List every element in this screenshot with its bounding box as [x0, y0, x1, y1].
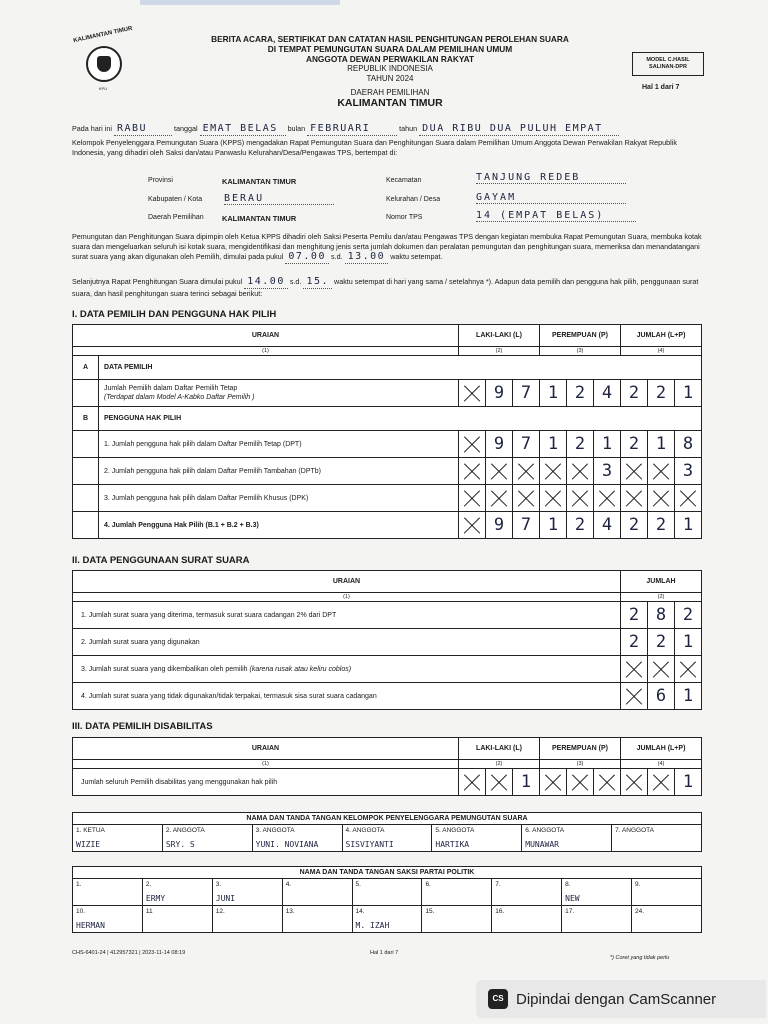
digit-cell: 1 [675, 629, 702, 656]
digit-cell: 2 [567, 380, 594, 407]
section-1-table [72, 324, 702, 539]
crossed-cell [648, 656, 675, 683]
procedure-part: Selanjutnya Rapat Penghitungan Suara dimulai pukul [72, 277, 243, 286]
digit-cell: 2 [648, 629, 675, 656]
table-row [73, 602, 702, 629]
col-laki: LAKI-LAKI (L) [459, 738, 540, 760]
digit-cell: 8 [648, 602, 675, 629]
crossed-cell [459, 458, 486, 485]
row-label: 3. Jumlah pengguna hak pilih dalam Daftar Pemilih Khusus (DPK) [99, 485, 459, 512]
signature-cell [422, 906, 492, 933]
signature-cell [632, 906, 702, 933]
crossed-cell [621, 656, 648, 683]
digit-cell: 9 [486, 512, 513, 539]
signature-name: YUNI. NOVIANA [255, 840, 319, 849]
procedure-part: Pemungutan dan Penghitungan Suara dipimpin oleh Ketua KPPS dihadiri oleh Saksi Peserta Pemilu dan/atau Pengawas TPS dengan kegiatan membuka Rapat Pemungutan Suara, membuka kotak suara dan mengeluarkan seluruh isi kotak suara, mengidentifikasi dan menghitung jenis serta jumlah dokumen dan peralatan pemungutan dan penghitungan suara, memeriksa dan menandatangani surat suara yang akan digunakan oleh Pemilih, dimulai pada pukul [72, 232, 702, 262]
group-title: PENGGUNA HAK PILIH [99, 407, 702, 431]
col-number: (1) [73, 760, 459, 769]
col-perempuan: PEREMPUAN (P) [540, 738, 621, 760]
table-row [73, 512, 702, 539]
signature-name: SRY. S [165, 840, 195, 849]
crossed-cell [675, 485, 702, 512]
signature-label: 3. ANGGOTA [255, 827, 295, 834]
intro-text: Kelompok Penyelenggara Pemungutan Suara (KPPS) mengadakan Rapat Pemungutan Suara dan Penghitungan Suara dalam Pemilihan Umum Anggota Dewan Perwakilan Rakyat Republik Indonesia, yang dihadiri oleh Saksi dan/atau Panwaslu Kelurahan/Desa/Pengawas TPS, bertempat di: [72, 138, 677, 157]
crossed-cell [621, 458, 648, 485]
col-number: (2) [459, 347, 540, 356]
digit-cell: 1 [675, 683, 702, 710]
row-label: 1. Jumlah pengguna hak pilih dalam Daftar Pemilih Tetap (DPT) [99, 431, 459, 458]
crossed-cell [648, 769, 675, 796]
crossed-cell [459, 512, 486, 539]
section-2-title: II. DATA PENGGUNAAN SURAT SUARA [72, 555, 250, 566]
kpps-signature-table [72, 812, 702, 852]
signature-name: SISVIYANTI [345, 840, 394, 849]
row-label-text: Jumlah Pemilih dalam Daftar Pemilih Tetap [104, 385, 238, 392]
crossed-cell [513, 458, 540, 485]
digit-cell: 9 [486, 431, 513, 458]
date-line [72, 123, 619, 136]
col-number: (4) [621, 760, 702, 769]
row-label: 2. Jumlah pengguna hak pilih dalam Daftar Pemilih Tambahan (DPTb) [99, 458, 459, 485]
table-row [73, 683, 702, 710]
end-time: 13.00 [345, 251, 389, 264]
signature-cell [142, 879, 212, 906]
crossed-cell [540, 485, 567, 512]
tanggal-field: EMAT BELAS [200, 123, 286, 136]
col-number: (2) [459, 760, 540, 769]
digit-cell: 1 [540, 512, 567, 539]
signature-cell [342, 825, 432, 852]
procedure-part: s.d. [330, 252, 343, 262]
digit-cell: 2 [567, 512, 594, 539]
page-indicator: Hal 1 dari 7 [642, 84, 680, 91]
kab-label: Kabupaten / Kota [148, 196, 203, 203]
digit-cell: 1 [540, 380, 567, 407]
col-uraian: URAIAN [73, 571, 621, 593]
digit-cell: 7 [513, 512, 540, 539]
row-label: 2. Jumlah surat suara yang digunakan [73, 629, 621, 656]
saksi-title: NAMA DAN TANDA TANGAN SAKSI PARTAI POLITIK [73, 867, 702, 879]
crossed-cell [621, 769, 648, 796]
digit-cell: 1 [594, 431, 621, 458]
signature-cell [562, 906, 632, 933]
region-label: DAERAH PEMILIHAN [350, 88, 430, 97]
logo-top-text: KALIMANTAN TIMUR [72, 25, 134, 45]
signature-cell [612, 825, 702, 852]
digit-cell: 9 [486, 380, 513, 407]
group-title: DATA PEMILIH [99, 356, 702, 380]
digit-cell: 7 [513, 431, 540, 458]
col-jumlah: JUMLAH (L+P) [621, 738, 702, 760]
title-line: ANGGOTA DEWAN PERWAKILAN RAKYAT [305, 54, 475, 64]
digit-cell: 2 [621, 380, 648, 407]
signature-cell [352, 906, 422, 933]
signature-name: ERMY [145, 894, 166, 903]
crossed-cell [567, 769, 594, 796]
crossed-cell [540, 769, 567, 796]
crossed-cell [594, 769, 621, 796]
kpps-title: NAMA DAN TANDA TANGAN KELOMPOK PENYELENGGARA PEMUNGUTAN SUARA [73, 813, 702, 825]
signature-label: 4. [285, 881, 292, 888]
signature-cell [73, 906, 143, 933]
footer-page: Hal 1 dari 7 [370, 950, 399, 956]
signature-label: 11 [145, 908, 153, 915]
kec-label: Kecamatan [386, 177, 422, 184]
row-label: Jumlah seluruh Pemilih disabilitas yang menggunakan hak pilih [73, 769, 459, 796]
crossed-cell [513, 485, 540, 512]
signature-label: 15. [425, 908, 435, 915]
digit-cell: 6 [648, 683, 675, 710]
table-row [73, 769, 702, 796]
table-row [73, 629, 702, 656]
signature-label: 3. [215, 881, 222, 888]
crossed-cell [594, 485, 621, 512]
col-perempuan: PEREMPUAN (P) [540, 325, 621, 347]
signature-cell [252, 825, 342, 852]
table-row [73, 656, 702, 683]
col-laki: LAKI-LAKI (L) [459, 325, 540, 347]
title-line: DI TEMPAT PEMUNGUTAN SUARA DALAM PEMILIHAN UMUM [267, 44, 513, 54]
procedure-text [72, 232, 704, 264]
signature-label: 1. KETUA [76, 827, 105, 834]
signature-cell [142, 906, 212, 933]
kec-value: TANJUNG REDEB [476, 172, 626, 184]
signature-label: 4. ANGGOTA [345, 827, 385, 834]
signature-label: 2. ANGGOTA [165, 827, 205, 834]
digit-cell: 2 [621, 512, 648, 539]
section-1-title: I. DATA PEMILIH DAN PENGGUNA HAK PILIH [72, 309, 277, 320]
table-row [73, 458, 702, 485]
kab-value: BERAU [224, 193, 334, 205]
signature-label: 8. [565, 881, 571, 888]
title-line: REPUBLIK INDONESIA [347, 64, 433, 73]
row-label [73, 656, 621, 683]
signature-label: 24. [635, 908, 645, 915]
procedure-part: s.d. [289, 277, 302, 286]
signature-label: 5. [355, 881, 361, 888]
signature-name: HARTIKA [435, 840, 470, 849]
signature-name: HERMAN [76, 921, 105, 930]
title-line: TAHUN 2024 [366, 74, 414, 83]
signature-label: 10. [76, 908, 86, 915]
signature-cell [73, 825, 163, 852]
row-label-text: 3. Jumlah surat suara yang dikembalikan oleh pemilih [81, 665, 248, 673]
signature-cell [492, 906, 562, 933]
digit-cell: 1 [513, 769, 540, 796]
kpu-emblem-icon [86, 46, 122, 82]
signature-cell [562, 879, 632, 906]
scan-edge [140, 0, 340, 5]
signature-label: 6. ANGGOTA [525, 827, 565, 834]
digit-cell: 3 [594, 458, 621, 485]
table-row [73, 380, 702, 407]
camscanner-text: Dipindai dengan CamScanner [516, 990, 717, 1008]
signature-cell [632, 879, 702, 906]
tahun-field: DUA RIBU DUA PULUH EMPAT [419, 123, 619, 136]
row-label [99, 380, 459, 407]
signature-name: MUNAWAR [525, 840, 559, 849]
signature-cell [492, 879, 562, 906]
crossed-cell [621, 485, 648, 512]
col-uraian: URAIAN [73, 325, 459, 347]
col-number: (4) [621, 347, 702, 356]
crossed-cell [486, 485, 513, 512]
digit-cell: 2 [675, 602, 702, 629]
tps-value: 14 (EMPAT BELAS) [476, 210, 636, 222]
signature-cell [162, 825, 252, 852]
row-label: 4. Jumlah Pengguna Hak Pilih (B.1 + B.2 + B.3) [99, 512, 459, 539]
crossed-cell [459, 431, 486, 458]
signature-cell [432, 825, 522, 852]
signature-cell [352, 879, 422, 906]
count-start-time: 14.00 [244, 276, 288, 289]
table-row [73, 431, 702, 458]
table-row [73, 485, 702, 512]
camscanner-logo-icon: CS [488, 989, 508, 1009]
signature-label: 7. [495, 881, 501, 888]
dapil-label: Daerah Pemilihan [148, 214, 204, 221]
signature-cell [422, 879, 492, 906]
row-code: B [73, 407, 99, 431]
digit-cell: 2 [621, 629, 648, 656]
col-jumlah: JUMLAH (L+P) [621, 325, 702, 347]
col-number: (1) [73, 593, 621, 602]
signature-cell [522, 825, 612, 852]
model-line: MODEL C.HASIL [646, 57, 690, 63]
crossed-cell [648, 458, 675, 485]
signature-label: 9. [635, 881, 641, 888]
title-line: BERITA ACARA, SERTIFIKAT DAN CATATAN HASIL PENGHITUNGAN PEROLEHAN SUARA [211, 34, 569, 44]
digit-cell: 1 [675, 769, 702, 796]
digit-cell: 1 [648, 431, 675, 458]
kel-value: GAYAM [476, 192, 626, 204]
footer-note: *) Coret yang tidak perlu [610, 955, 670, 961]
col-jumlah: JUMLAH [621, 571, 702, 593]
signature-label: 17. [565, 908, 575, 915]
digit-cell: 2 [621, 602, 648, 629]
signature-cell [73, 879, 143, 906]
crossed-cell [648, 485, 675, 512]
crossed-cell [459, 769, 486, 796]
digit-cell: 1 [540, 431, 567, 458]
signature-name: NEW [565, 894, 580, 903]
crossed-cell [486, 769, 513, 796]
dapil-value: KALIMANTAN TIMUR [222, 214, 297, 223]
col-number: (3) [540, 347, 621, 356]
model-line: SALINAN-DPR [649, 64, 687, 70]
model-code-box [632, 52, 704, 76]
digit-cell: 8 [675, 431, 702, 458]
crossed-cell [459, 485, 486, 512]
date-label: bulan [287, 124, 306, 133]
footer-code: CHS-6401-24 | 412957321 | 2023-11-14 08:19 [72, 950, 186, 956]
signature-label: 2. [145, 881, 152, 888]
kpu-logo [66, 25, 140, 96]
signature-label: 1. [76, 881, 82, 888]
section-3-title: III. DATA PEMILIH DISABILITAS [72, 721, 213, 732]
signature-cell [282, 879, 352, 906]
signature-label: 13. [285, 908, 295, 915]
signature-cell [212, 879, 282, 906]
crossed-cell [567, 485, 594, 512]
section-3-table [72, 737, 702, 796]
row-label: 4. Jumlah surat suara yang tidak digunakan/tidak terpakai, termasuk sisa surat suara cadangan [73, 683, 621, 710]
row-note: (Terdapat dalam Model A-Kabko Daftar Pemilih ) [104, 394, 255, 401]
crossed-cell [459, 380, 486, 407]
saksi-signature-table [72, 866, 702, 933]
signature-cell [212, 906, 282, 933]
bulan-field: FEBRUARI [307, 123, 397, 136]
procedure-part: waktu setempat. [390, 252, 443, 262]
digit-cell: 1 [675, 380, 702, 407]
tps-label: Nomor TPS [386, 214, 423, 221]
col-number: (1) [73, 347, 459, 356]
date-label: tahun [399, 124, 418, 133]
signature-name: JUNI [215, 894, 236, 903]
provinsi-label: Provinsi [148, 177, 173, 184]
document-title [150, 34, 630, 108]
col-number: (3) [540, 760, 621, 769]
region-value: KALIMANTAN TIMUR [337, 97, 443, 109]
crossed-cell [540, 458, 567, 485]
crossed-cell [486, 458, 513, 485]
signature-label: 7. ANGGOTA [615, 827, 654, 834]
provinsi-value: KALIMANTAN TIMUR [222, 177, 297, 186]
camscanner-watermark [476, 980, 766, 1018]
signature-label: 6. [425, 881, 431, 888]
digit-cell: 4 [594, 380, 621, 407]
crossed-cell [567, 458, 594, 485]
digit-cell: 4 [594, 512, 621, 539]
section-2-table [72, 570, 702, 710]
signature-name: M. IZAH [355, 921, 390, 930]
row-code: A [73, 356, 99, 380]
col-number: (2) [621, 593, 702, 602]
signature-label: 12. [215, 908, 225, 915]
signature-label: 14. [355, 908, 365, 915]
digit-cell: 2 [567, 431, 594, 458]
procedure-text-2 [72, 276, 704, 299]
col-uraian: URAIAN [73, 738, 459, 760]
digit-cell: 2 [621, 431, 648, 458]
logo-bottom-text: KPU [98, 86, 108, 91]
digit-cell: 7 [513, 380, 540, 407]
signature-label: 16. [495, 908, 505, 915]
row-label: 1. Jumlah surat suara yang diterima, termasuk surat suara cadangan 2% dari DPT [73, 602, 621, 629]
digit-cell: 1 [675, 512, 702, 539]
digit-cell: 2 [648, 512, 675, 539]
date-label: tanggal [173, 124, 198, 133]
crossed-cell [675, 656, 702, 683]
signature-name: WIZIE [76, 840, 101, 849]
signature-cell [282, 906, 352, 933]
digit-cell: 2 [648, 380, 675, 407]
start-time: 07.00 [285, 251, 329, 264]
count-end-time: 15. [303, 276, 332, 289]
date-label: Pada hari ini [72, 124, 112, 133]
crossed-cell [621, 683, 648, 710]
procedure-part: waktu setempat di hari yang sama / setelahnya *). Adapun data pemilih dan pengguna hak pilih, penggunaan surat suara, dan hasil penghitungan suara terinci sebagai berikut: [72, 277, 699, 298]
hari-field: RABU [114, 123, 172, 136]
row-note: (karena rusak atau keliru coblos) [249, 665, 352, 673]
kel-label: Kelurahan / Desa [386, 196, 441, 203]
signature-label: 5. ANGGOTA [435, 827, 475, 834]
digit-cell: 3 [675, 458, 702, 485]
